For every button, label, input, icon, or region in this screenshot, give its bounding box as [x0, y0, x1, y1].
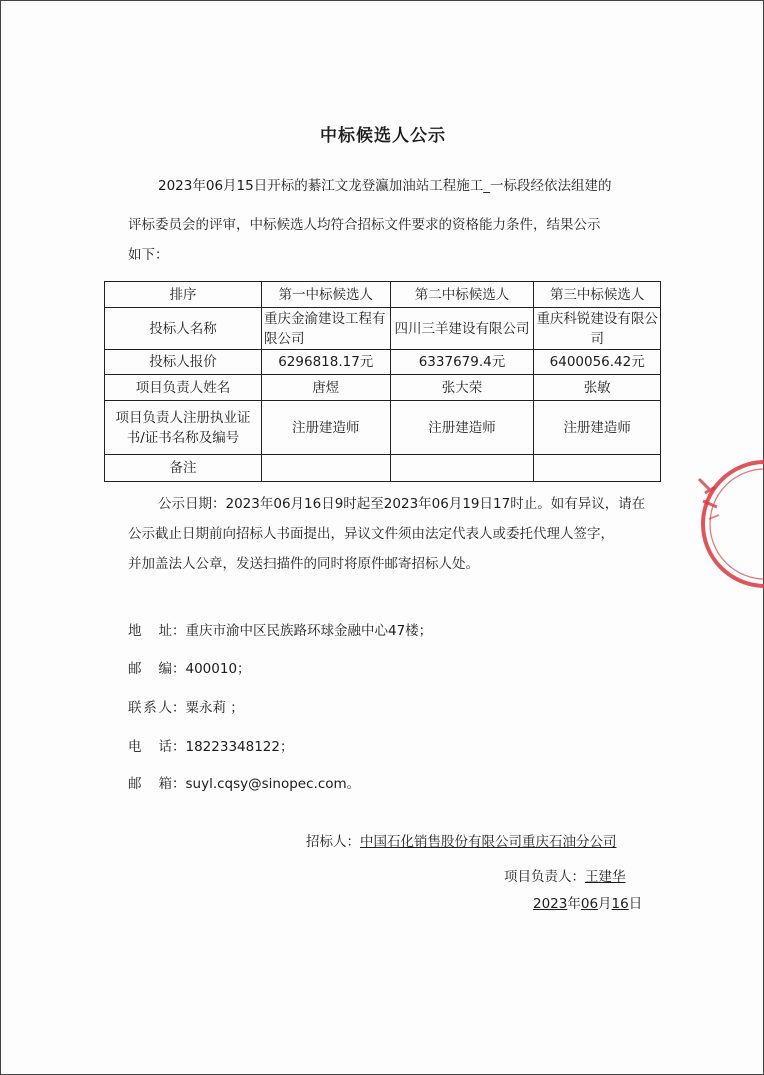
table-cell: 重庆金渝建设工程有限公司: [261, 308, 390, 350]
contact-value: ：粟永莉 ；: [172, 700, 244, 716]
table-cell: 张大荣: [390, 375, 534, 401]
table-header-cell: 第二中标候选人: [390, 282, 534, 308]
table-header-cell: 第一中标候选人: [261, 282, 390, 308]
table-cell: [534, 455, 661, 482]
table-cell: 重庆科锐建设有限公司: [534, 308, 661, 350]
candidate-table: [104, 281, 661, 482]
table-cell: 6296818.17元: [261, 350, 390, 375]
contact-label: 地址: [128, 623, 172, 639]
row-label: 项目负责人姓名: [105, 375, 262, 401]
intro-line: 如下：: [128, 247, 169, 263]
sign-date: [533, 892, 642, 912]
table-cell: [390, 455, 534, 482]
contact-value: ：suyl.cqsy@sinopec.com。: [172, 776, 361, 792]
contact-person: [128, 696, 244, 716]
contact-address: [128, 619, 432, 639]
intro-line: 评标委员会的评审，中标候选人均符合招标文件要求的资格能力条件，结果公示: [128, 217, 601, 233]
table-cell: 6400056.42元: [534, 350, 661, 375]
table-cell: 注册建造师: [261, 401, 390, 455]
table-cell: 唐煜: [261, 375, 390, 401]
table-cell: 张敏: [534, 375, 661, 401]
tenderer-label: 招标人：: [306, 834, 360, 850]
table-cell: 6337679.4元: [390, 350, 534, 375]
table-cell: 注册建造师: [534, 401, 661, 455]
notice-line: 公示日期：2023年06月16日9时起至2023年06月19日17时止。如有异议，请在: [158, 496, 646, 512]
row-label: 投标人名称: [105, 308, 262, 350]
table-cell: 四川三羊建设有限公司: [390, 308, 534, 350]
notice-line: 并加盖法人公章，发送扫描件的同时将原件邮寄招标人处。: [128, 556, 479, 572]
contact-postcode: [128, 657, 251, 677]
contact-label: 电话: [128, 739, 172, 755]
manager-label: 项目负责人：: [504, 869, 585, 885]
date-month-suffix: 月: [598, 896, 612, 912]
table-row: [105, 455, 661, 482]
date-year-suffix: 年: [567, 896, 581, 912]
contact-label: 邮箱: [128, 776, 172, 792]
intro-line: 2023年06月15日开标的綦江文龙登瀛加油站工程施工_一标段经依法组建的: [158, 178, 612, 194]
page-title: 中标候选人公示: [320, 126, 446, 146]
contact-value: ：重庆市渝中区民族路环球金融中心47楼；: [172, 623, 433, 639]
contact-label: 联系人: [128, 700, 172, 716]
row-label: 备注: [105, 455, 262, 482]
date-year: 2023: [533, 896, 568, 912]
contact-phone: [128, 735, 293, 755]
notice-line: 公示截止日期前向招标人书面提出，异议文件须由法定代表人或委托代理人签字，: [128, 526, 614, 542]
tenderer-line: [306, 830, 617, 850]
official-seal-icon: [689, 449, 764, 599]
contact-value: ：400010；: [172, 661, 251, 677]
table-cell: 注册建造师: [390, 401, 534, 455]
contact-label: 邮编: [128, 661, 172, 677]
table-row: [105, 401, 661, 455]
table-header-row: [105, 282, 661, 308]
table-header-cell: 第三中标候选人: [534, 282, 661, 308]
table-header-cell: 排序: [105, 282, 262, 308]
contact-email: [128, 772, 360, 792]
date-day-suffix: 日: [628, 896, 643, 912]
tenderer-name: 中国石化销售股份有限公司重庆石油分公司: [360, 834, 617, 850]
table-cell: [261, 455, 390, 482]
contact-value: ：18223348122；: [172, 739, 294, 755]
table-row: [105, 375, 661, 401]
table-row: [105, 350, 661, 375]
row-label: 投标人报价: [105, 350, 262, 375]
date-day: 16: [611, 896, 629, 912]
row-label: 项目负责人注册执业证书/证书名称及编号: [105, 401, 262, 455]
table-row: [105, 308, 661, 350]
manager-name: 王建华: [585, 869, 626, 885]
date-month: 06: [580, 896, 599, 912]
manager-line: [504, 865, 626, 885]
